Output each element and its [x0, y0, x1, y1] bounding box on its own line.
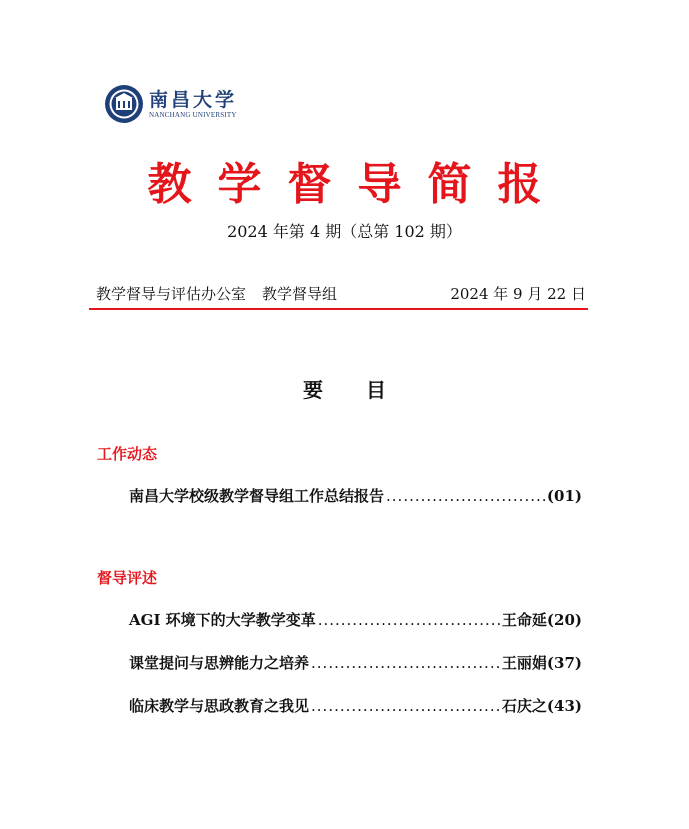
toc-heading: 要 目	[303, 378, 404, 402]
toc-entry-page: (43)	[546, 697, 582, 715]
dot-leader	[386, 487, 545, 505]
logo-name-cn: 南昌大学	[149, 89, 238, 111]
university-logo	[104, 84, 237, 124]
dot-leader	[311, 697, 500, 715]
toc-entry-author-page	[502, 609, 582, 630]
section-heading: 工作动态	[97, 445, 158, 463]
bulletin-title: 教学督导简报	[147, 159, 568, 210]
toc-entry-author: 王命延	[501, 611, 547, 629]
dot-leader	[318, 611, 500, 629]
toc-entry-page: (37)	[546, 654, 582, 672]
toc-entry-title: AGI 环境下的大学教学变革	[129, 611, 316, 629]
toc-entry[interactable]	[129, 695, 582, 716]
masthead-org	[96, 283, 337, 304]
logo-name-en: NANCHANG UNIVERSITY	[149, 111, 237, 119]
toc-entry-title: 临床教学与思政教育之我见	[129, 697, 310, 715]
toc-entry-author-page	[502, 652, 582, 673]
toc-entry-author-page	[502, 695, 582, 716]
toc-entry[interactable]	[129, 652, 582, 673]
university-seal-icon	[104, 84, 144, 124]
toc-entry[interactable]	[129, 609, 582, 630]
publish-date: 2024 年 9 月 22 日	[450, 285, 586, 303]
section-heading: 督导评述	[97, 569, 158, 587]
toc-entry-page: (20)	[546, 611, 582, 629]
dot-leader	[311, 654, 500, 672]
toc-entry-page: (01)	[546, 487, 582, 505]
toc-entry-title: 课堂提问与思辨能力之培养	[129, 654, 310, 672]
red-divider	[89, 308, 588, 310]
group-name: 教学督导组	[262, 285, 338, 303]
issue-number: 2024 年第 4 期（总第 102 期）	[227, 222, 462, 241]
toc-entry-author: 王丽娟	[501, 654, 547, 672]
toc-entry-title: 南昌大学校级教学督导组工作总结报告	[129, 487, 385, 505]
toc-entry-author: 石庆之	[501, 697, 547, 715]
office-name: 教学督导与评估办公室	[96, 285, 247, 303]
toc-entry[interactable]	[129, 485, 582, 506]
